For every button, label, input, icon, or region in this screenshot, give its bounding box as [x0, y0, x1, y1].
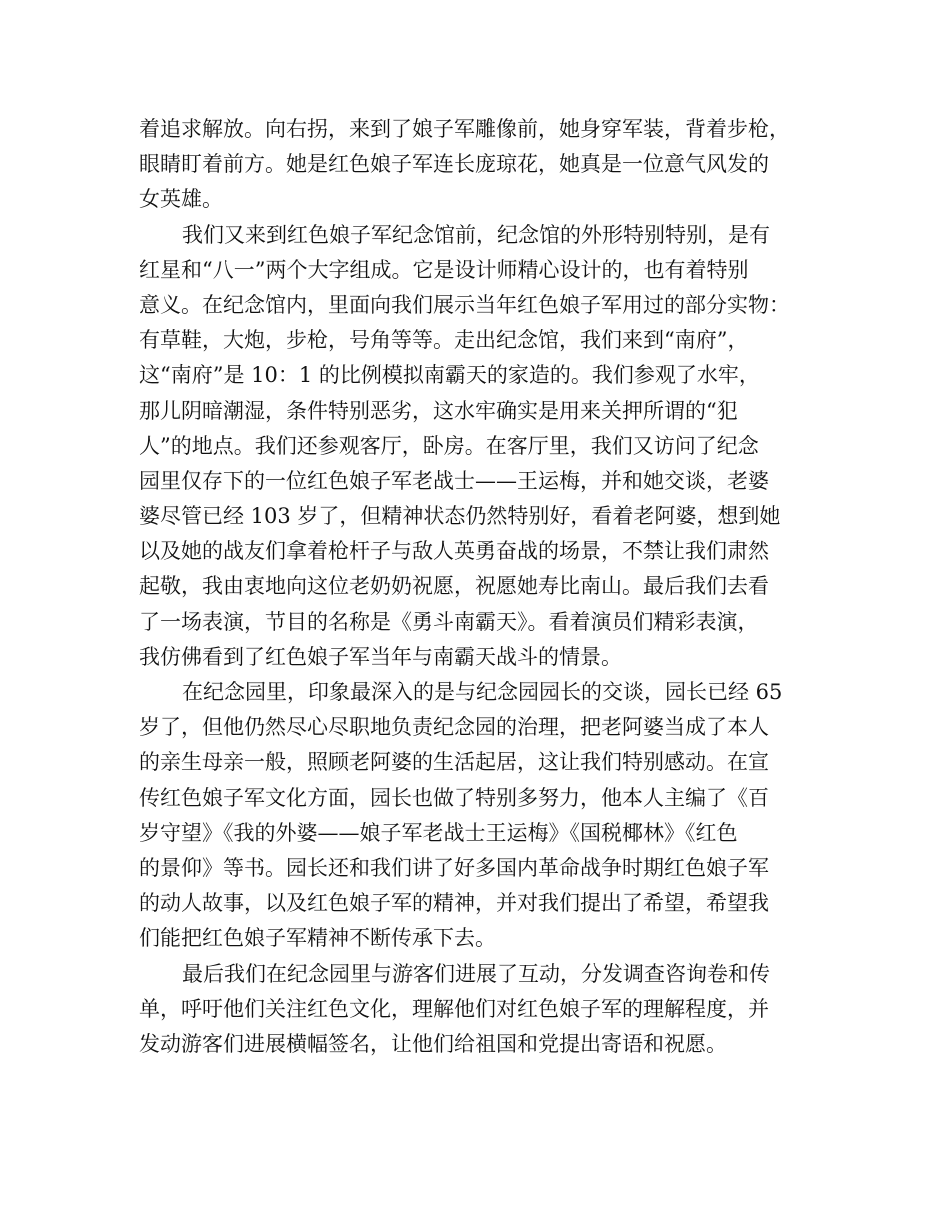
text-line: 发动游客们进展横幅签名，让他们给祖国和党提出寄语和祝愿。 — [139, 1031, 727, 1056]
text-line: 眼睛盯着前方。她是红色娘子军连长庞琼花，她真是一位意气风发的 — [139, 152, 769, 177]
paragraph-1 — [139, 112, 839, 218]
text-line: 这“南府”是 10：1 的比例模拟南霸天的家造的。我们参观了水牢， — [139, 363, 760, 388]
text-line: 的动人故事，以及红色娘子军的精神，并对我们提出了希望，希望我 — [139, 891, 769, 916]
text-line: 红星和“八一”两个大字组成。它是设计师精心设计的，也有着特别 — [139, 257, 749, 282]
text-line: 意义。在纪念馆内，里面向我们展示当年红色娘子军用过的部分实物： — [139, 292, 790, 317]
text-line: 着追求解放。向右拐，来到了娘子军雕像前，她身穿军装，背着步枪， — [139, 117, 790, 141]
text-line: 那儿阴暗潮湿，条件特别恶劣，这水牢确实是用来关押所谓的“犯 — [139, 398, 738, 423]
text-line: 岁了，但他仍然尽心尽职地负责纪念园的治理，把老阿婆当成了本人 — [139, 715, 769, 740]
text-line: 的亲生母亲一般，照顾老阿婆的生活起居，这让我们特别感动。在宣 — [139, 750, 769, 775]
paragraph-4 — [139, 957, 839, 1063]
text-line: 单，呼吁他们关注红色文化，理解他们对红色娘子军的理解程度，并 — [139, 996, 769, 1021]
text-line: 在纪念园里，印象最深入的是与纪念园园长的交谈，园长已经 65 — [182, 680, 783, 704]
text-line: 传红色娘子军文化方面，园长也做了特别多努力，他本人主编了《百 — [139, 785, 769, 810]
text-line: 起敬，我由衷地向这位老奶奶祝愿，祝愿她寿比南山。最后我们去看 — [139, 574, 769, 599]
text-line: 女英雄。 — [139, 187, 223, 212]
text-line: 了一场表演，节目的名称是《勇斗南霸天》。看着演员们精彩表演， — [139, 609, 759, 634]
text-line: 我们又来到红色娘子军纪念馆前，纪念馆的外形特别特别，是有 — [182, 222, 770, 247]
text-line: 有草鞋，大炮，步枪，号角等等。走出纪念馆，我们来到“南府”， — [139, 328, 749, 353]
text-line: 人”的地点。我们还参观客厅，卧房。在客厅里，我们又访问了纪念 — [139, 433, 759, 458]
paragraph-2 — [139, 218, 839, 675]
text-line: 园里仅存下的一位红色娘子军老战士——王运梅，并和她交谈，老婆 — [139, 468, 769, 493]
text-line: 以及她的战友们拿着枪杆子与敌人英勇奋战的场景，不禁让我们肃然 — [139, 539, 769, 564]
document-body — [139, 112, 839, 1062]
text-line: 婆尽管已经 103 岁了，但精神状态仍然特别好，看着老阿婆，想到她 — [139, 504, 781, 529]
text-line: 岁守望》《我的外婆——娘子军老战士王运梅》《国税椰林》《红色 — [139, 820, 738, 845]
text-line: 们能把红色娘子军精神不断传承下去。 — [139, 926, 496, 951]
text-line: 的景仰》等书。园长还和我们讲了好多国内革命战争时期红色娘子军 — [139, 855, 769, 880]
text-line: 我仿佛看到了红色娘子军当年与南霸天战斗的情景。 — [139, 644, 622, 669]
text-line: 最后我们在纪念园里与游客们进展了互动，分发调查咨询卷和传 — [182, 961, 770, 986]
paragraph-3 — [139, 675, 839, 957]
